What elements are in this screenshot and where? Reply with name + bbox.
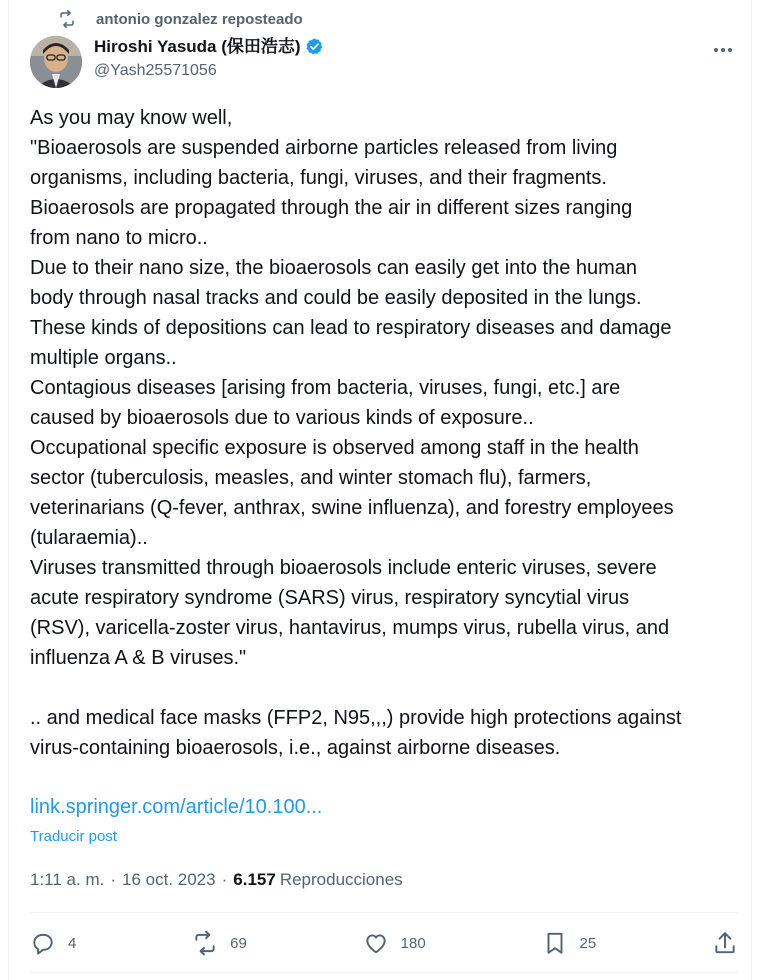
repost-button[interactable] <box>192 930 247 956</box>
avatar[interactable] <box>30 36 82 88</box>
author-handle[interactable]: @Yash25571056 <box>94 62 217 80</box>
bookmark-count: 25 <box>579 934 597 952</box>
repost-icon <box>192 930 218 956</box>
meta-separator: · <box>110 870 117 889</box>
frame-border-left <box>8 0 9 980</box>
post-date[interactable]: 16 oct. 2023 <box>122 870 216 889</box>
views-count[interactable]: 6.157 <box>233 870 276 889</box>
reply-icon <box>30 930 56 956</box>
author-block <box>94 36 324 81</box>
repost-icon <box>58 10 76 28</box>
post-meta <box>30 870 403 890</box>
author-name[interactable]: Hiroshi Yasuda (保田浩志) <box>94 37 301 56</box>
bookmark-button[interactable] <box>542 930 597 956</box>
verified-badge-icon <box>305 37 324 56</box>
more-options-icon[interactable] <box>706 36 740 64</box>
author-name-row[interactable] <box>94 36 324 57</box>
like-button[interactable] <box>363 930 426 956</box>
post-link[interactable]: link.springer.com/article/10.100... <box>30 796 323 818</box>
reply-button[interactable] <box>30 930 76 956</box>
post-body: As you may know well, "Bioaerosols are suspended airborne particles released from living organisms, including bacteria, fungi, viruses, and their fragments. Bioaerosols are propagated through the air in different sizes ranging from nano to micro.. Due to their nano size, the bioaerosols can easily get into the human body through nasal tracks and could be easily deposited in the lungs. These kinds of depositions can lead to respiratory diseases and damage multiple organs.. Contagious diseases [arising from bacteria, viruses, fungi, etc.] are caused by bioaerosols due to various kinds of exposure.. Occupational specific exposure is observed among staff in the health sector (tuberculosis, measles, and winter stomach flu), farmers, veterinarians (Q-fever, anthrax, swine influenza), and forestry employees (tularaemia).. Viruses transmitted through bioaerosols include enteric viruses, severe acute respiratory syndrome (SARS) virus, respiratory syncytial virus (RSV), varicella-zoster virus, hantavirus, mumps virus, rubella virus, and influenza A & B viruses." .. and medical face masks (FFP2, N95,,,) provide high protections against virus-containing bioaerosols, i.e., against airborne diseases. <box>30 107 682 759</box>
divider <box>30 912 738 913</box>
heart-icon <box>363 930 389 956</box>
views-label[interactable]: Reproducciones <box>279 870 403 889</box>
share-icon <box>712 930 738 956</box>
repost-context[interactable] <box>58 10 303 28</box>
meta-separator: · <box>221 870 228 889</box>
avatar-image <box>30 36 82 88</box>
frame-border-right <box>751 0 752 980</box>
like-count: 180 <box>400 934 426 952</box>
reply-count: 4 <box>68 934 77 952</box>
action-bar <box>30 926 738 960</box>
repost-text[interactable]: antonio gonzalez reposteado <box>96 10 303 28</box>
post-time[interactable]: 1:11 a. m. <box>30 870 105 889</box>
share-button[interactable] <box>712 930 738 956</box>
translate-post-button[interactable]: Traducir post <box>30 828 117 845</box>
divider <box>30 972 738 973</box>
post-header <box>30 36 740 88</box>
repost-count: 69 <box>230 934 247 952</box>
bookmark-icon <box>542 930 568 956</box>
